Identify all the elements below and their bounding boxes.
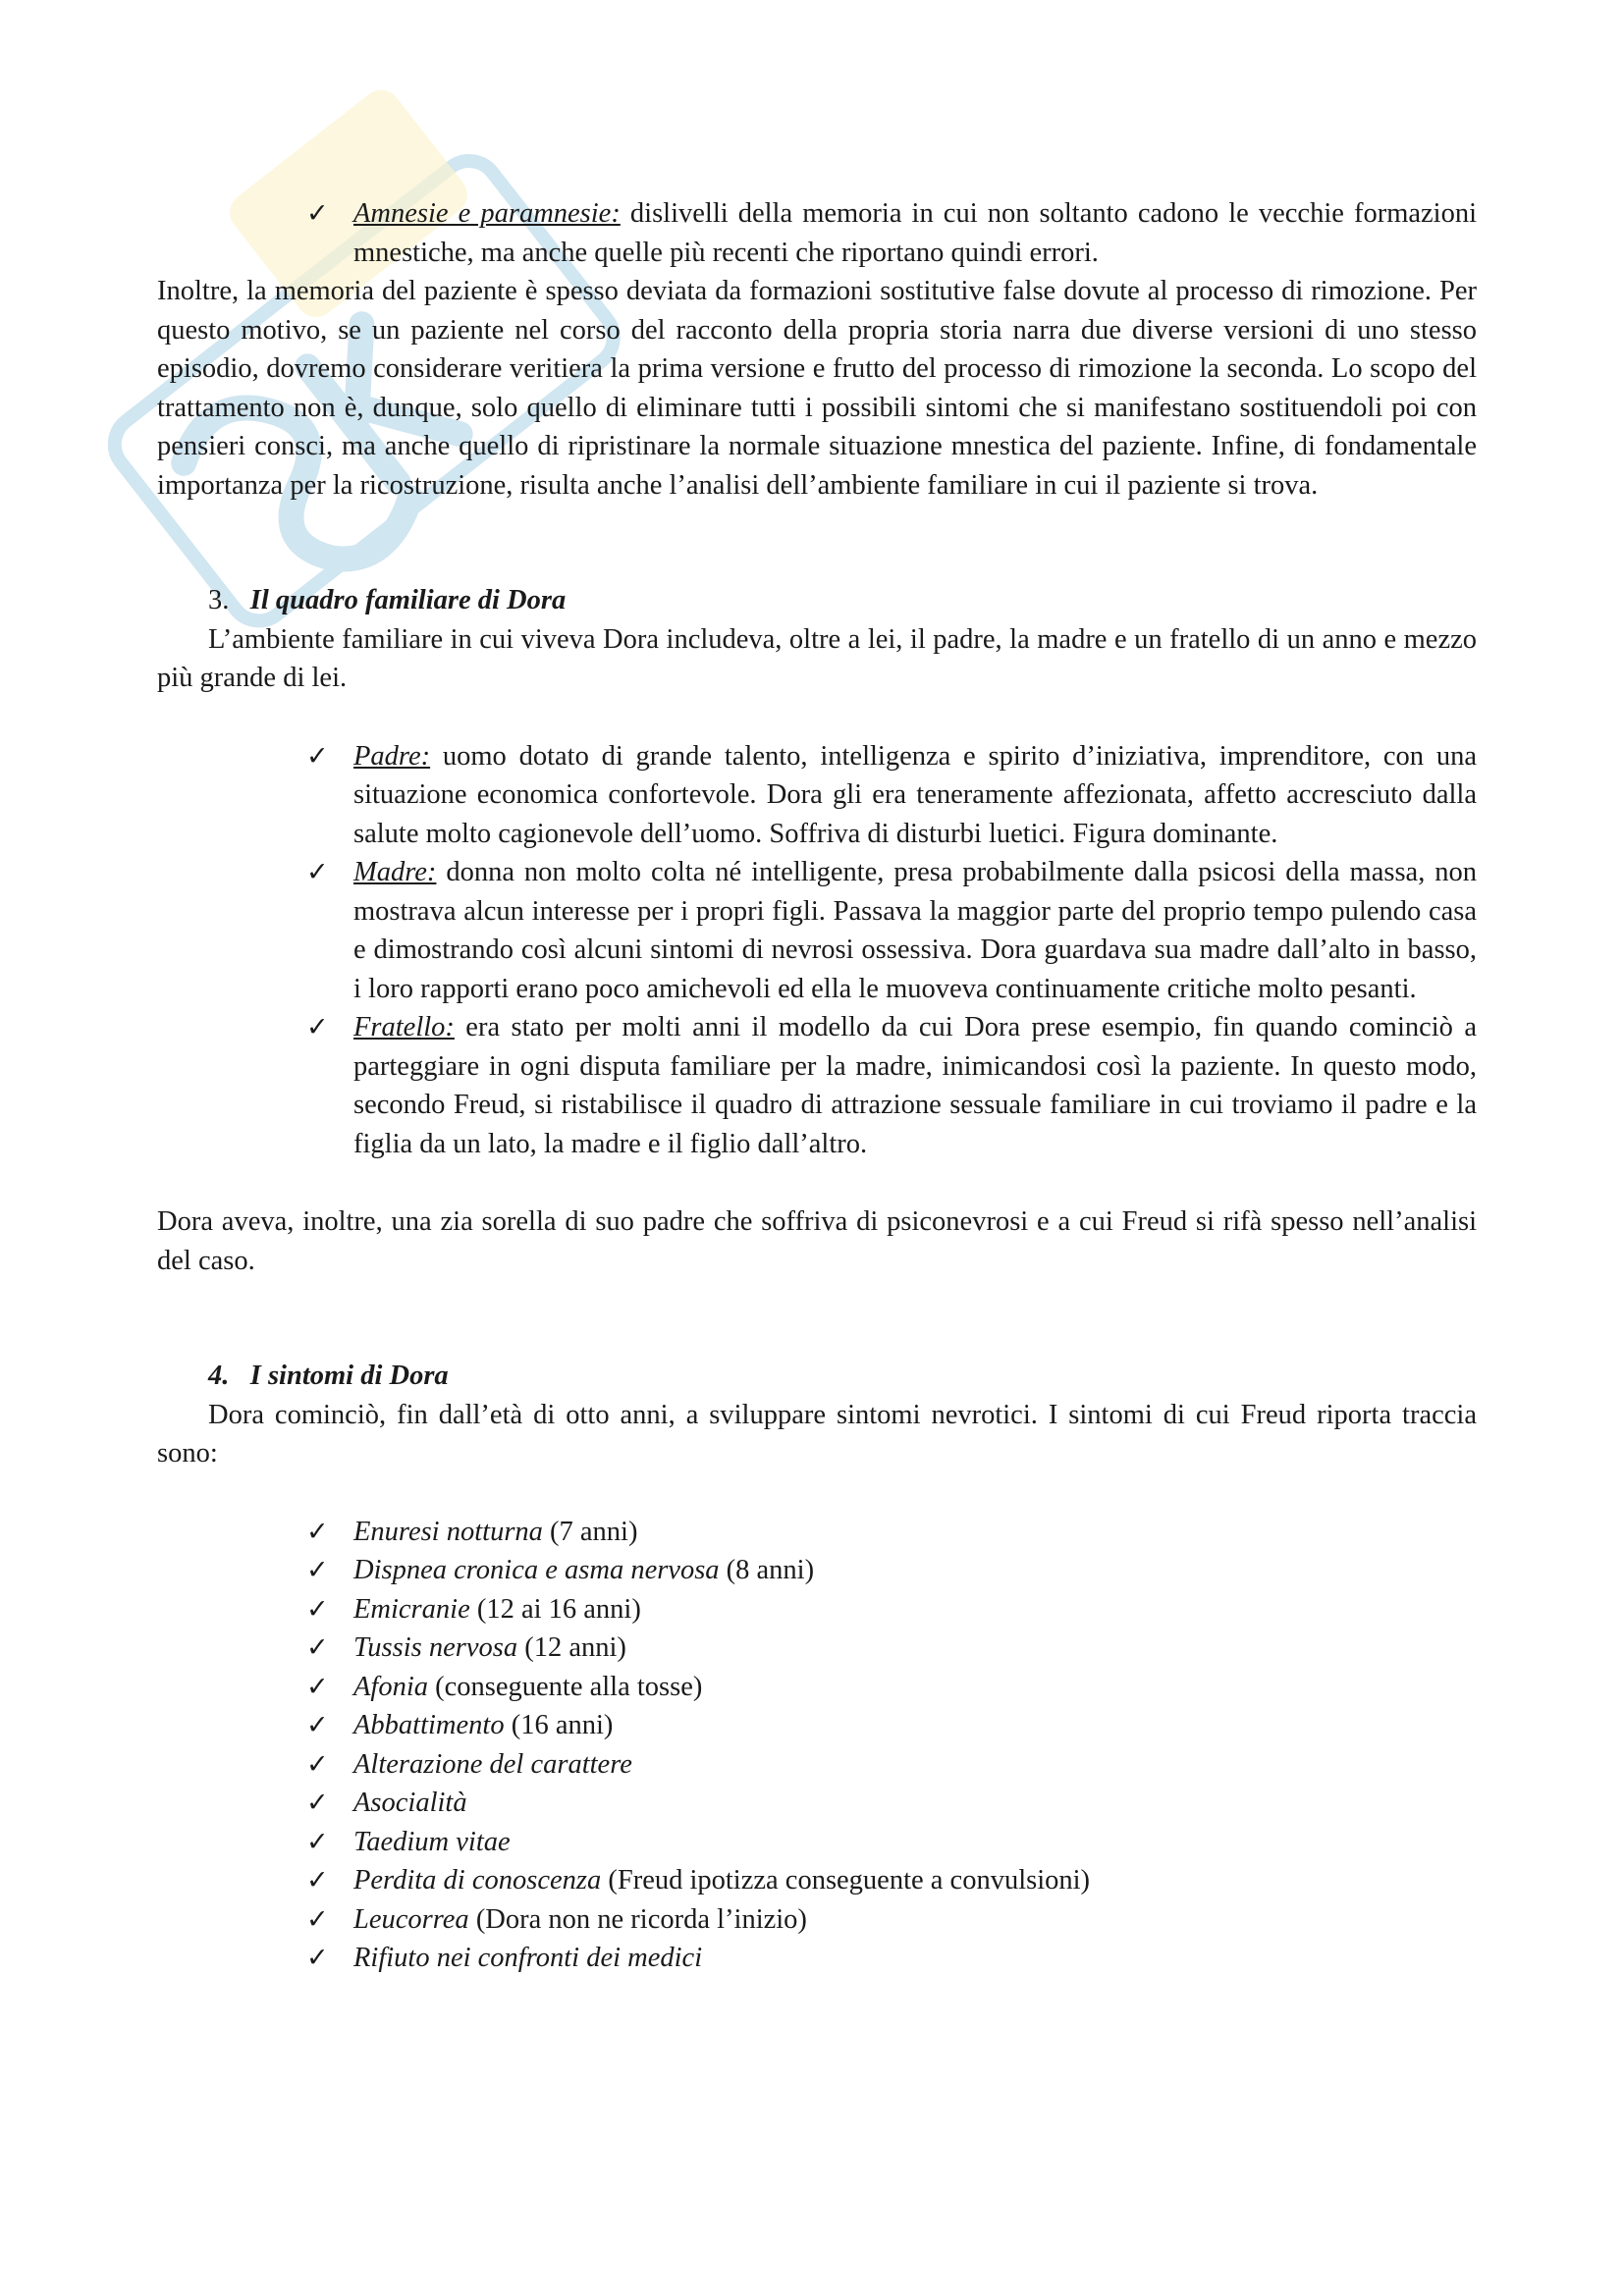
list-item-text: (Dora non ne ricorda l’inizio) [468,1903,807,1935]
list-item [306,1513,1477,1552]
list-item-term: Afonia [353,1671,428,1702]
list-item-term: Rifiuto nei confronti dei medici [353,1943,703,1973]
list-item-text: (12 ai 16 anni) [469,1593,641,1625]
list-item [306,1706,1477,1745]
checkmark-icon: ✓ [306,1593,329,1625]
family-list [306,737,1477,1164]
checkmark-icon: ✓ [306,1788,329,1818]
symptom-list [306,1513,1477,1978]
list-item [306,1745,1477,1785]
list-item-term: Fratello: [353,1012,455,1042]
list-item [306,853,1477,1008]
paragraph-aunt: Dora aveva, inoltre, una zia sorella di suo padre che soffriva di psiconevrosi e a cui Freud si rifà spesso nell’analisi del caso. [157,1206,1477,1276]
list-item [306,1629,1477,1668]
list-item-term: Alterazione del carattere [353,1748,632,1780]
list-item-term: Emicranie [353,1593,470,1625]
section-intro: L’ambiente familiare in cui viveva Dora includeva, oltre a lei, il padre, la madre e un fratello di un anno e mezzo più grande di lei. [157,623,1477,693]
checkmark-icon: ✓ [306,1555,329,1585]
list-item-term: Perdita di conoscenza [353,1865,602,1896]
checkmark-icon: ✓ [306,1012,329,1042]
paragraph-memory: Inoltre, la memoria del paziente è spesso deviata da formazioni sostitutive false dovute al processo di rimozione. Per questo motivo, se un paziente nel corso del racconto della propria storia narra due diverse versioni di uno stesso episodio, dovremo considerare veritiera la prima versione e frutto del processo di rimozione la seconda. Lo scopo del trattamento non è, dunque, solo quello di eliminare tutti i possibili sintomi che si manifestano sostituendoli poi con pensieri consci, ma anche quello di ripristinare la normale situazione mnestica del paziente. Infine, di fondamentale importanza per la ricostruzione, risulta anche l’analisi dell’ambiente familiare in cui il paziente si trova. [157,276,1477,501]
list-item-text: (Freud ipotizza conseguente a convulsioni) [601,1865,1091,1896]
list-item [306,1590,1477,1629]
list-item-text: (12 anni) [517,1632,626,1663]
list-item [306,1784,1477,1823]
list-item-term: Leucorrea [353,1903,469,1935]
list-item-term: Dispnea cronica e asma nervosa [353,1555,720,1585]
list-item-term: Padre: [353,740,431,772]
section-heading [157,581,1477,620]
checkmark-icon: ✓ [306,1943,329,1973]
list-item [306,737,1477,854]
list-item [306,1939,1477,1978]
checkmark-icon: ✓ [306,1903,329,1935]
section-intro: Dora cominciò, fin dall’età di otto anni, a sviluppare sintomi nevrotici. I sintomi di cui Freud riporta traccia sono: [157,1399,1477,1468]
list-item [306,194,1477,272]
list-item-term: Taedium vitae [353,1826,511,1857]
list-item-term: Abbattimento [353,1710,505,1740]
checkmark-icon: ✓ [306,857,329,887]
intro-list [306,194,1477,272]
list-item-term: Madre: [353,857,437,887]
document-page [157,194,1477,1978]
checkmark-icon: ✓ [306,1748,329,1780]
list-item-text: (7 anni) [542,1516,638,1547]
list-item [306,1900,1477,1940]
list-item [306,1008,1477,1163]
list-item-text: (8 anni) [719,1555,815,1585]
section-number: 3. [208,585,230,615]
list-item-text: donna non molto colta né intelligente, presa probabilmente dalla psicosi della massa, non mostrava alcun interesse per i propri figli. Passava la maggior parte del proprio tempo pulendo casa e dimostrando così alcuni sintomi di nevrosi ossessiva. Dora guardava sua madre dall’alto in basso, i loro rapporti erano poco amichevoli ed ella le muoveva continuamente critiche molto pesanti. [353,857,1477,1004]
checkmark-icon: ✓ [306,1710,329,1740]
checkmark-icon: ✓ [306,1632,329,1663]
list-item-text: dislivelli della memoria in cui non soltanto cadono le vecchie formazioni mnestiche, ma anche quelle più recenti che riportano quindi errori. [353,198,1477,268]
section-number: 4. [208,1361,230,1391]
list-item-text: (16 anni) [504,1710,614,1740]
list-item [306,1668,1477,1707]
list-item [306,1551,1477,1590]
list-item-term: Enuresi notturna [353,1516,543,1547]
checkmark-icon: ✓ [306,1826,329,1857]
list-item-text: era stato per molti anni il modello da cui Dora prese esempio, fin quando cominciò a parteggiare in ogni disputa familiare per la madre, inimicandosi così la paziente. In questo modo, secondo Freud, si ristabilisce il quadro di attrazione sessuale familiare in cui troviamo il padre e la figlia da un lato, la madre e il figlio dall’altro. [353,1012,1477,1159]
checkmark-icon: ✓ [306,1865,329,1896]
list-item [306,1823,1477,1862]
checkmark-icon: ✓ [306,1516,329,1547]
list-item-text: (conseguente alla tosse) [428,1671,703,1702]
checkmark-icon: ✓ [306,1671,329,1702]
list-item-text: uomo dotato di grande talento, intelligenza e spirito d’iniziativa, imprenditore, con una situazione economica confortevole. Dora gli era teneramente affezionata, affetto accresciuto dalla salute molto cagionevole dell’uomo. Soffriva di disturbi luetici. Figura dominante. [353,740,1477,849]
checkmark-icon: ✓ [306,198,329,229]
list-item-term: Asocialità [353,1788,467,1818]
list-item-term: Amnesie e paramnesie: [353,198,621,229]
checkmark-icon: ✓ [306,740,329,772]
section-title: I sintomi di Dora [249,1361,449,1391]
section-title: Il quadro familiare di Dora [249,585,567,615]
section-heading [157,1357,1477,1396]
list-item [306,1861,1477,1900]
list-item-term: Tussis nervosa [353,1632,518,1663]
